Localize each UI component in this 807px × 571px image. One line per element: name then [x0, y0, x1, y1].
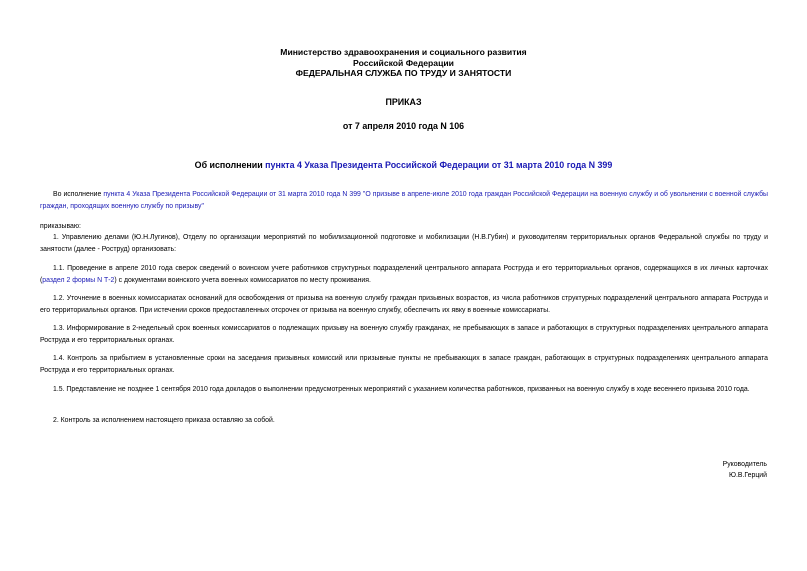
ministry-name: Министерство здравоохранения и социального развития: [280, 47, 527, 57]
item-1-3: 1.3. Информирование в 2-недельный срок военных комиссариатов о подлежащих призыву на военную службу гражданах, не пребывающих в запасе и работающих в структурных подразделениях центрального аппарата Роструда и его территориальных органах.: [40, 325, 768, 344]
order-type: ПРИКАЗ: [385, 97, 422, 107]
orders-word: приказываю:: [40, 223, 81, 230]
item-1-4: 1.4. Контроль за прибытием в установленные сроки на заседания призывных комиссий или призывные пункты не пребывающих в запасе граждан, работающих в структурных подразделениях центрального аппарата Роструда и его территориальных органах.: [40, 355, 768, 374]
preamble-decree-link[interactable]: пункта 4 Указа Президента Российской Федерации от 31 марта 2010 года N 399 "О призыве в апреле-июле 2010 года граждан Российской Федерации на военную службу и об увольнении с военной службы граждан, проходящих военную службу по призыву": [40, 191, 769, 210]
document-title: [0, 160, 807, 170]
item-1-1-text-end: ) с документами воинского учета военных комиссариатов по месту проживания.: [114, 277, 371, 284]
item-1-2: 1.2. Уточнение в военных комиссариатах оснований для освобождения от призыва на военную службу граждан призывных возрастов, из числа работников структурных подразделений центрального аппарата Роструда и его территориальных органов. При истечении сроков предоставленных отсрочек от призыва на военную службу, обеспечить их явку в военные комиссариаты.: [40, 295, 768, 314]
form-t2-link[interactable]: раздел 2 формы N Т-2: [42, 277, 115, 284]
item-1: 1. Управлению делами (Ю.Н.Лугинов), Отделу по организации мероприятий по мобилизационной подготовке и мобилизации (Н.В.Губин) и руководителям территориальных органов Федеральной службы по труду и занятости (далее - Роструд) организовать:: [40, 234, 768, 253]
country-name: Российской Федерации: [353, 57, 454, 68]
service-name: ФЕДЕРАЛЬНАЯ СЛУЖБА ПО ТРУДУ И ЗАНЯТОСТИ: [295, 68, 512, 78]
title-prefix: Об исполнении: [194, 160, 266, 170]
signature-position: Руководитель: [722, 461, 767, 468]
title-decree-link[interactable]: пункта 4 Указа Президента Российской Федерации от 31 марта 2010 года N 399: [265, 160, 613, 170]
preamble-text: Во исполнение: [53, 191, 104, 198]
item-1-5: 1.5. Представление не позднее 1 сентября 2010 года докладов о выполнении предусмотренных мероприятий с указанием количества работников, призванных на военную службу в ходе весеннего призыва 2010 года.: [53, 386, 750, 393]
order-date-number: от 7 апреля 2010 года N 106: [342, 121, 465, 131]
signature-name: Ю.В.Герций: [729, 472, 767, 479]
preamble-paragraph: [40, 189, 768, 213]
item-2: 2. Контроль за исполнением настоящего приказа оставляю за собой.: [53, 417, 275, 424]
ministry-header: [0, 47, 807, 79]
signature-block: [723, 459, 767, 481]
item-1-1-text: 1.1. Проведение в апреле 2010 года сверок сведений о воинском учете работников структурных подразделений центрального аппарата Роструда и его территориальных органов, содержащихся в их личных карточках (: [40, 265, 768, 284]
item-1-1: [40, 263, 768, 287]
